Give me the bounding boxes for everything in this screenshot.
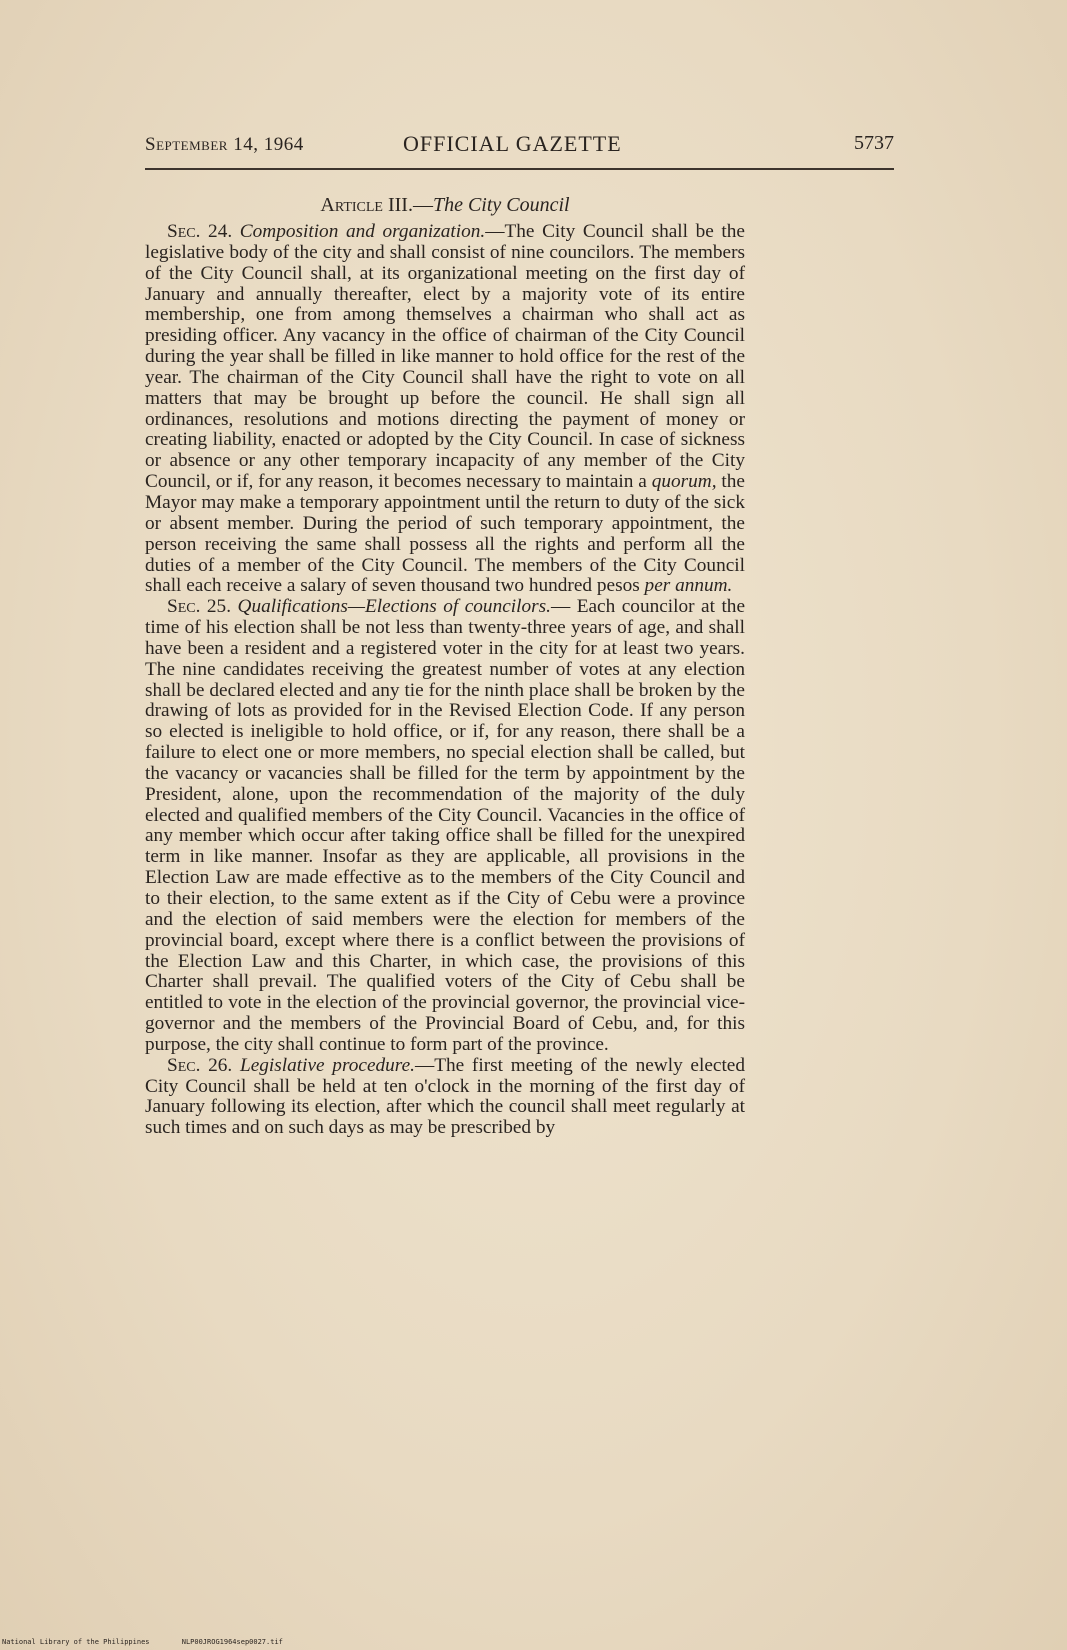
header-date: September 14, 1964 bbox=[145, 134, 304, 155]
section-25 bbox=[145, 597, 745, 1056]
section-heading: Qualifications—Elections of councilors. bbox=[237, 596, 551, 618]
article-heading bbox=[145, 194, 745, 217]
article-label: Article III. bbox=[320, 194, 413, 216]
page-header bbox=[145, 131, 894, 164]
section-label: Sec. 24. bbox=[167, 221, 233, 242]
section-text: — Each councilor at the time of his election shall be not less than twenty-three years of age, and shall have been a resident and a registered voter in the city for at least two years. The nine candidates receiving the greatest number of votes at any election shall be declared elected and any tie for the ninth place shall be broken by the drawing of lots as provided for in the Revised Election Code. If any person so elected is ineligible to hold office, or if, for any reason, there shall be a failure to elect one or more members, no special election shall be called, but the vacancy or vacancies shall be filled for the term by appointment by the President, alone, upon the recommendation of the majority of the duly elected and qualified members of the City Council. Vacancies in the office of any member which occur after taking office shall be filled for the unexpired term in like manner. Insofar as they are applicable, all provisions in the Election Law are made effective as to the members of the City Council and to their election, to the same extent as if the City of Cebu were a province and the election of said members were the election for members of the provincial board, except where there is a conflict between the provisions of the Election Law and this Charter, in which case, the provisions of this Charter shall prevail. The qualified voters of the City of Cebu shall be entitled to vote in the election of the provincial governor, the provincial vice-governor and the members of the Provincial Board of Cebu, and, for this purpose, the city shall continue to form part of the province. bbox=[145, 596, 745, 1055]
section-label: Sec. 25. bbox=[167, 596, 232, 618]
article-title: The City Council bbox=[432, 194, 570, 216]
header-rule bbox=[145, 168, 894, 170]
section-text: —The first meeting of the newly elected City Council shall be held at ten o'clock in the morning of the first day of January following its election, after which the council shall meet regularly at such times and on such days as may be prescribed by bbox=[145, 1054, 746, 1139]
scan-footer bbox=[2, 1638, 311, 1646]
section-heading: Composition and organization. bbox=[239, 221, 486, 242]
footer-source: National Library of the Philippines bbox=[2, 1638, 150, 1646]
section-italic: per annum. bbox=[644, 575, 733, 597]
header-title: OFFICIAL GAZETTE bbox=[403, 131, 622, 156]
section-label: Sec. 26. bbox=[167, 1054, 233, 1076]
footer-file: NLP00JROG1964sep0027.tif bbox=[181, 1638, 283, 1646]
section-text: the Mayor may make a temporary appointment until the return to duty of the sick or absent member. During the period of such temporary appointment, the person receiving the same shall possess all the rights and perform all the duties of a member of the City Council. The members of the City Council shall each receive a salary of seven thousand two hundred pesos bbox=[145, 471, 745, 597]
page-number: 5737 bbox=[854, 132, 894, 154]
body-text bbox=[145, 222, 745, 1139]
section-26 bbox=[145, 1056, 745, 1139]
article-dash: — bbox=[412, 194, 433, 216]
section-24 bbox=[145, 222, 745, 597]
section-heading: Legislative procedure. bbox=[239, 1054, 415, 1076]
section-italic: quorum, bbox=[651, 471, 717, 493]
section-text: —The City Council shall be the legislative body of the city and shall consist of nine councilors. The members of the City Council shall, at its organizational meeting on the first day of January and annually thereafter, elect by a majority vote of its entire membership, one from among themselves a chairman who shall act as presiding officer. Any vacancy in the office of chairman of the City Council during the year shall be filled in like manner to hold office for the rest of the year. The chairman of the City Council shall have the right to vote on all matters that may be brought up before the council. He shall sign all ordinances, resolutions and motions directing the payment of money or creating liability, enacted or adopted by the City Council. In case of sickness or absence or any other temporary incapacity of any member of the City Council, or if, for any reason, it becomes necessary to maintain a bbox=[145, 221, 745, 493]
